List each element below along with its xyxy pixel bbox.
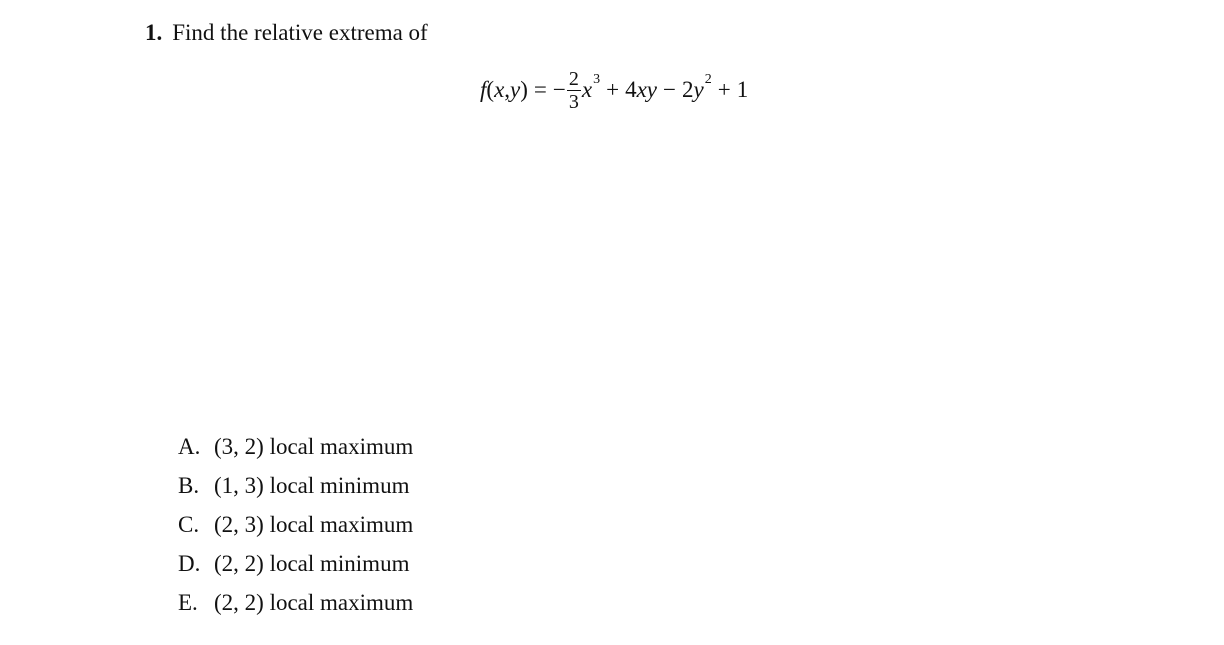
choice-text: (2, 2) local maximum bbox=[214, 590, 414, 615]
choice-letter: A. bbox=[178, 434, 201, 459]
formula-leading-minus: − bbox=[552, 77, 566, 102]
choice-a[interactable] bbox=[178, 431, 413, 470]
choice-text: (1, 3) local minimum bbox=[214, 473, 410, 498]
formula-close-paren: ) bbox=[520, 77, 528, 102]
choice-e[interactable] bbox=[178, 587, 413, 626]
function-formula bbox=[480, 62, 748, 118]
formula-minus-2: − bbox=[663, 77, 676, 102]
formula-term2-coef: 4 bbox=[625, 77, 637, 102]
fraction-denominator: 3 bbox=[568, 90, 579, 113]
formula-plus-1: + bbox=[606, 77, 620, 102]
formula-term1-exponent: 3 bbox=[593, 72, 601, 87]
choice-letter: B. bbox=[178, 473, 200, 498]
choice-text: (3, 2) local maximum bbox=[214, 434, 414, 459]
answer-choices bbox=[178, 431, 413, 626]
formula-fraction bbox=[567, 68, 581, 113]
formula-term3-var: y bbox=[693, 77, 704, 102]
choice-letter: E. bbox=[178, 590, 198, 615]
choice-text: (2, 3) local maximum bbox=[214, 512, 414, 537]
choice-b[interactable] bbox=[178, 470, 413, 509]
formula-arg-x: x bbox=[494, 77, 505, 102]
question-prompt: Find the relative extrema of bbox=[172, 20, 428, 45]
choice-letter: D. bbox=[178, 551, 201, 576]
formula-equals: = bbox=[533, 77, 547, 102]
question-number: 1. bbox=[145, 20, 163, 45]
choice-letter: C. bbox=[178, 512, 200, 537]
formula-function-name: f bbox=[480, 77, 487, 102]
formula-open-paren: ( bbox=[486, 77, 495, 102]
formula-arg-comma: , bbox=[504, 77, 511, 102]
fraction-numerator: 2 bbox=[568, 67, 579, 90]
formula-term2-vars: xy bbox=[636, 77, 658, 102]
formula-constant: 1 bbox=[736, 77, 749, 102]
choice-d[interactable] bbox=[178, 548, 413, 587]
formula-term3-coef: 2 bbox=[682, 77, 694, 102]
choice-text: (2, 2) local minimum bbox=[214, 551, 410, 576]
formula-term1-var: x bbox=[581, 77, 593, 102]
question-header bbox=[145, 18, 428, 48]
formula-arg-y: y bbox=[510, 77, 521, 102]
formula-plus-2: + bbox=[717, 77, 731, 102]
formula-term3-exponent: 2 bbox=[704, 72, 712, 87]
choice-c[interactable] bbox=[178, 509, 413, 548]
